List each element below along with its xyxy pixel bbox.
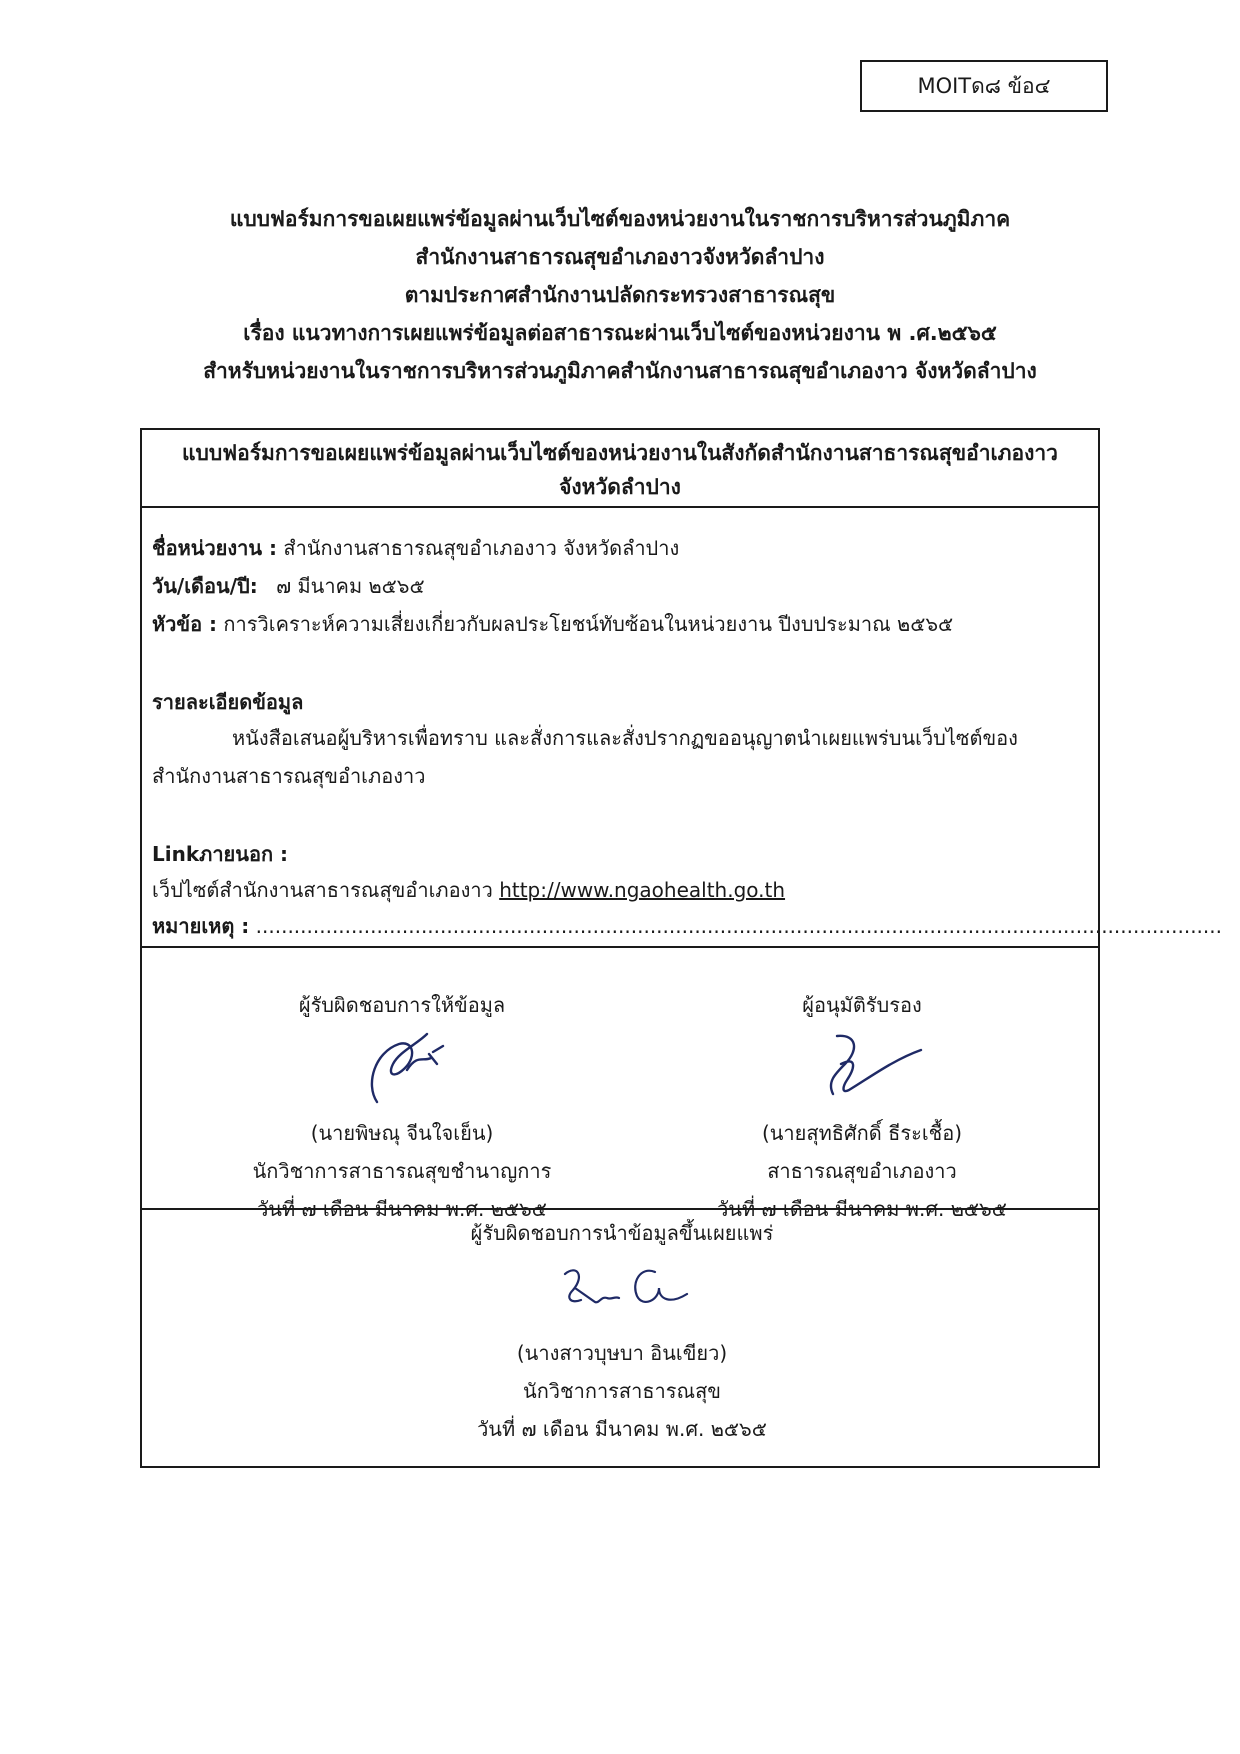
header-line-2: สำนักงานสาธารณสุขอำเภองาวจังหวัดลำปาง	[415, 245, 825, 269]
header-line-5: สำหรับหน่วยงานในราชการบริหารส่วนภูมิภาคสำนักงานสาธารณสุขอำเภองาว จังหวัดลำปาง	[203, 359, 1037, 383]
publisher-name: (นางสาวบุษบา อินเขียว)	[516, 1341, 728, 1365]
publisher-position: นักวิชาการสาธารณสุข	[523, 1379, 721, 1403]
publisher-role: ผู้รับผิดชอบการนำข้อมูลขึ้นเผยแพร่	[470, 1221, 774, 1245]
external-link-prefix: เว็ปไซต์สำนักงานสาธารณสุขอำเภองาว	[152, 878, 493, 902]
external-link-row	[152, 874, 1088, 906]
note-label: หมายเหตุ :	[152, 914, 250, 938]
note-value: ........................................................................................................................................................	[255, 914, 1222, 938]
date-row	[152, 570, 1088, 602]
document-code-box	[860, 60, 1108, 112]
approver-date: วันที่ ๗ เดือน มีนาคม พ.ศ. ๒๕๖๕	[717, 1197, 1007, 1221]
approver-name: (นายสุทธิศักดิ์ ธีระเชื้อ)	[761, 1121, 963, 1145]
external-link[interactable]: http://www.ngaohealth.go.th	[499, 878, 786, 902]
header-line-3: ตามประกาศสำนักงานปลัดกระทรวงสาธารณสุข	[404, 283, 836, 307]
provider-position: นักวิชาการสาธารณสุขชำนาญการ	[252, 1159, 552, 1183]
date-label: วัน/เดือน/ปี:	[152, 574, 258, 598]
form-title-line-1: แบบฟอร์มการขอเผยแพร่ข้อมูลผ่านเว็บไซต์ของหน่วยงานในสังกัดสำนักงานสาธารณสุขอำเภองาว	[182, 441, 1058, 465]
details-label: รายละเอียดข้อมูล	[152, 690, 304, 714]
publisher-section	[142, 1210, 1098, 1466]
request-form-table	[140, 428, 1222, 1468]
form-title	[142, 430, 1098, 508]
publisher-signature	[402, 1252, 842, 1334]
date-value: ๗ มีนาคม ๒๕๖๕	[276, 574, 425, 598]
external-link-label: Linkภายนอก :	[152, 842, 289, 866]
details-line-1: หนังสือเสนอผู้บริหารเพื่อทราบ และสั่งการและสั่งปรากฏขออนุญาตนำเผยแพร่บนเว็บไซต์ของ	[232, 726, 1018, 750]
document-header	[120, 200, 1120, 390]
approver-signature-block	[642, 986, 1082, 1228]
provider-signature-block	[182, 986, 622, 1228]
agency-value: สำนักงานสาธารณสุขอำเภองาว จังหวัดลำปาง	[283, 536, 680, 560]
provider-name: (นายพิษณุ จีนใจเย็น)	[310, 1121, 494, 1145]
approval-section	[142, 948, 1098, 1221]
approver-role: ผู้อนุมัติรับรอง	[802, 993, 922, 1017]
document-code: MOITด๘ ข้อ๔	[917, 73, 1051, 98]
agency-label: ชื่อหน่วยงาน :	[152, 536, 278, 560]
provider-signature	[182, 1024, 622, 1114]
agency-row	[152, 532, 1088, 564]
provider-date: วันที่ ๗ เดือน มีนาคม พ.ศ. ๒๕๖๕	[257, 1197, 547, 1221]
details-line-2: สำนักงานสาธารณสุขอำเภองาว	[152, 764, 426, 788]
publisher-date: วันที่ ๗ เดือน มีนาคม พ.ศ. ๒๕๖๕	[477, 1417, 767, 1441]
form-title-line-2: จังหวัดลำปาง	[559, 475, 681, 499]
topic-value: การวิเคราะห์ความเสี่ยงเกี่ยวกับผลประโยชน์ทับซ้อนในหน่วยงาน ปีงบประมาณ ๒๕๖๕	[223, 612, 954, 636]
topic-label: หัวข้อ :	[152, 612, 218, 636]
publisher-signature-block	[402, 1214, 842, 1448]
topic-row	[152, 608, 1088, 640]
header-line-4: เรื่อง แนวทางการเผยแพร่ข้อมูลต่อสาธารณะผ่านเว็บไซต์ของหน่วยงาน พ .ศ.๒๕๖๕	[243, 321, 997, 345]
approver-signature	[642, 1024, 1082, 1114]
header-line-1: แบบฟอร์มการขอเผยแพร่ข้อมูลผ่านเว็บไซต์ของหน่วยงานในราชการบริหารส่วนภูมิภาค	[229, 207, 1011, 231]
form-details-section	[142, 508, 1222, 948]
approver-position: สาธารณสุขอำเภองาว	[767, 1159, 957, 1183]
note-row	[152, 910, 1222, 942]
provider-role: ผู้รับผิดชอบการให้ข้อมูล	[298, 993, 506, 1017]
